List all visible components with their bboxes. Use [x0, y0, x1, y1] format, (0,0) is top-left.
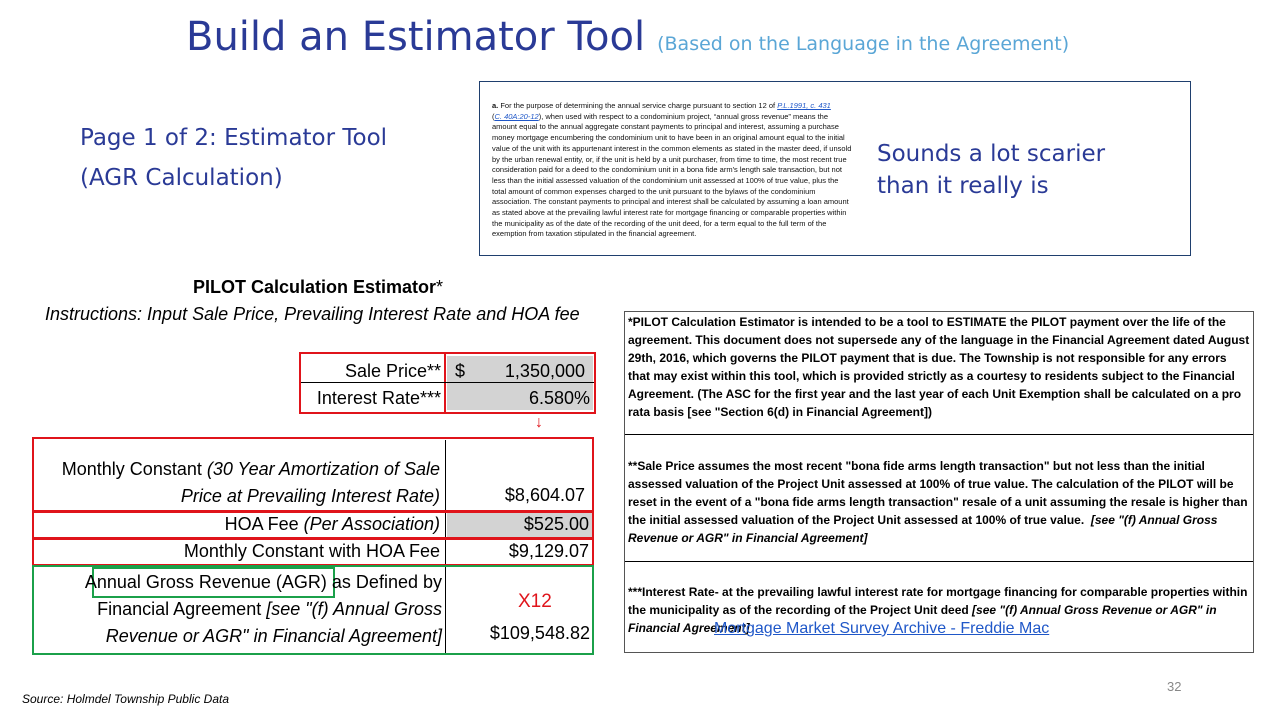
monthly-constant-hoa-value: $9,129.07 [508, 541, 589, 561]
excerpt-text-b: ( [492, 111, 495, 121]
interest-rate-label: Interest Rate*** [316, 388, 441, 408]
monthly-constant-note-1: (30 Year Amortization of Sale [206, 459, 440, 479]
page-label-line2: (AGR Calculation) [80, 165, 283, 191]
excerpt-lead: a. [492, 101, 499, 110]
hoa-fee-note: (Per Association) [303, 514, 440, 534]
multiplier-label: X12 [518, 591, 552, 612]
calculator-title-asterisk: * [436, 277, 444, 297]
callout-line2: than it really is [877, 173, 1049, 199]
freddie-mac-link[interactable]: Mortgage Market Survey Archive - Freddie Mac [714, 620, 1050, 637]
agr-value: $109,548.82 [489, 623, 590, 643]
note-sale-price [628, 457, 1250, 547]
sale-price-currency: $ [455, 361, 466, 381]
agreement-excerpt [492, 101, 854, 240]
hoa-fee-input[interactable]: $525.00 [523, 514, 589, 534]
callout-text [877, 138, 1105, 202]
note-disclaimer: *PILOT Calculation Estimator is intended to be a tool to ESTIMATE the PILOT payment over the life of the agreement. This document does not supersede any of the language in the Financial Agreement dated August 29th, 2016, which governs the PILOT payment that is due. The Township is not responsible for any errors that may exist within this tool, which is provided strictly as a courtesy to residents subject to the Financial Agreement. (The ASC for the first year and the last year of each Unit Exemption shall be calculated on a pro rata basis [see "Section 6(d) in Financial Agreement]) [628, 315, 1250, 419]
interest-label-row [301, 383, 445, 409]
interest-rate-value[interactable]: 6.580% [528, 388, 590, 408]
monthly-constant-note-2: Price at Prevailing Interest Rate) [180, 486, 440, 506]
agr-label-boxed: Annual Gross Revenue (AGR) [84, 572, 327, 592]
page-label [80, 118, 387, 198]
monthly-constant-label-text: Monthly Constant [61, 459, 207, 479]
sale-price-label-row [301, 356, 445, 382]
note-interest-rate-text: ***Interest Rate- at the prevailing lawful interest rate for mortgage financing for comparable properties within the municipality as of the recording of the Project Unit deed [628, 585, 1248, 617]
hoa-fee-label [34, 514, 440, 535]
hoa-fee-label-text: HOA Fee [224, 514, 304, 534]
callout-line1: Sounds a lot scarier [877, 141, 1106, 167]
agr-label-rest: as Defined by [326, 572, 442, 592]
agr-label-line3: Revenue or AGR" in Financial Agreement] [105, 626, 442, 646]
monthly-constant-hoa-label: Monthly Constant with HOA Fee [183, 541, 440, 561]
notes-divider-2 [625, 561, 1253, 562]
note-sale-price-text: **Sale Price assumes the most recent "bona fide arms length transaction" but not less than the initial assessed valuation of the Project Unit assessed at 100% of true value. The calculation of the PILOT will be reset in the event of a "bona fide arms length transaction" resale of a unit assuming the resale is higher than the initial assessed valuation of the Project Unit assessed at 100% of true value. [628, 459, 1248, 527]
monthly-constant-label [34, 456, 440, 510]
agr-label-line2b: [see "(f) Annual Gross [266, 599, 442, 619]
calculator-title [193, 277, 443, 298]
calculator-title-text: PILOT Calculation Estimator [193, 277, 437, 297]
sale-price-input[interactable] [448, 356, 593, 382]
monthly-constant-value: $8,604.07 [504, 485, 585, 505]
notes-divider-1 [625, 434, 1253, 435]
note-sale-price-ref: [see "(f) Annual Gross Revenue or AGR" in Financial Agreement] [628, 513, 1218, 545]
sale-price-value[interactable]: 1,350,000 [504, 361, 585, 381]
excerpt-link-pl[interactable]: P.L.1991, c. 431 [777, 101, 831, 110]
excerpt-link-c40a[interactable]: C. 40A:20-12 [494, 111, 539, 121]
calculator-instructions: Instructions: Input Sale Price, Prevailing Interest Rate and HOA fee [45, 304, 580, 324]
slide-number: 32 [1167, 679, 1182, 694]
slide-subtitle: (Based on the Language in the Agreement) [657, 33, 1070, 55]
interest-rate-input[interactable] [448, 383, 593, 409]
excerpt-text-c: ), when used with respect to a condominium project, “annual gross revenue” means the amount equal to the annual aggregate constant payments to principal and interest, assuming a purchase money mortgage encumbering the condominium unit to have been in an original amount equal to the initial value of the unit with its appurtenant interest in the common elements as stated in the master deed, if unsold by the urban renewal entity, or, if the unit is held by a unit purchaser, from time to time, the most recent true consideration paid for a deed to the condominium unit in a bona fide arm's length sale transaction, but not less than the initial assessed valuation of the condominium unit assessed at 100% of true value, plus the total amount of common expenses charged to the unit pursuant to the bylaws of the condominium association. The constant payments to principal and interest shall be calculated by assuming a loan amount as stated above at the prevailing lawful interest rate for mortgage financing or comparable properties within the municipality as of the date of the recording of the unit deed, for a term equal to the full term of the exemption from taxation stipulated in the financial agreement. [492, 111, 852, 239]
agr-label-line2a: Financial Agreement [97, 599, 267, 619]
source-note: Source: Holmdel Township Public Data [22, 692, 229, 706]
slide-title [186, 14, 1069, 60]
agr-label [34, 569, 442, 650]
excerpt-text-a: For the purpose of determining the annual service charge pursuant to section 12 of [498, 101, 778, 110]
page-label-line1: Page 1 of 2: Estimator Tool [80, 125, 388, 151]
arrow-down-icon: ↓ [535, 414, 543, 431]
sale-price-label: Sale Price** [344, 361, 441, 381]
slide-title-main: Build an Estimator Tool [186, 14, 646, 60]
note-interest-rate-ref: [see "(f) Annual Gross Revenue or AGR" in Financial Agreement] [628, 603, 1217, 635]
